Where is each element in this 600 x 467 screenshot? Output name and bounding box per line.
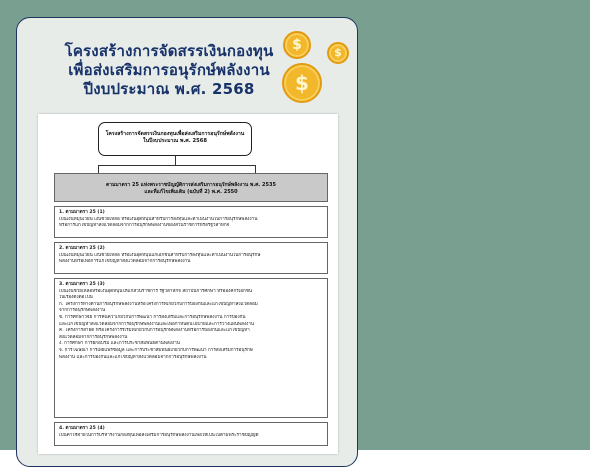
band-line-1: ตามมาตรา 25 แห่งพระราชบัญญัติการส่งเสริมการอนุรักษ์พลังงาน พ.ศ. 2535 [106, 182, 276, 188]
section-line: ค. โครงการสาธิต หรือโครงการริเริ่มที่เกี่ยวกับการอนุรักษ์พลังงานหรือการป้องกันและแก้ไขปัญหา [59, 328, 250, 334]
section-line: จากการอนุรักษ์พลังงาน [59, 308, 106, 314]
section-line: หรือการแก้ไขปัญหาสิ่งแวดล้อมจากการอนุรักษ์พลังงานของส่วนราชการหรือรัฐวิสาหกิจ [59, 223, 230, 229]
section-line: ก. โครงการทางด้านการอนุรักษ์พลังงานหรือโครงการที่เกี่ยวกับการป้องกันและแก้ไขปัญหาสิ่งแวดล้อม [59, 301, 258, 307]
section-heading: 2. ตามมาตรา 25 (2) [59, 246, 105, 251]
connector-line [255, 165, 256, 173]
section-line: พลังงาน และการป้องกันและแก้ไขปัญหาสิ่งแวดล้อมจากการอนุรักษ์พลังงาน [59, 354, 207, 360]
title-line-3: ปีงบประมาณ พ.ศ. 2568 [83, 80, 255, 98]
section-line: จ. การโฆษณา การเผยแพร่ข้อมูล และการประชาสัมพันธ์เกี่ยวกับการพัฒนา การส่งเสริมการอนุรักษ์ [59, 347, 253, 353]
section-line: เป็นเงินช่วยเหลือหรือเงินอุดหนุนให้แก่ส่วนราชการ รัฐวิสาหกิจ สถาบันการศึกษา หรือองค์กรเอกชน [59, 288, 253, 294]
connector-line [98, 165, 99, 173]
law-reference-band [54, 173, 328, 202]
doc-header-line-2: ในปีงบประมาณ พ.ศ. 2568 [143, 138, 207, 144]
section-box-1 [54, 206, 328, 238]
section-line: ข. การศึกษาวิจัย การค้นคว้าเกี่ยวกับการพัฒนา การส่งเสริมและการอนุรักษ์พลังงาน การป้องกัน [59, 314, 246, 320]
coin-icon: $ [327, 42, 349, 64]
section-box-2 [54, 242, 328, 274]
page-title [39, 42, 299, 99]
section-heading: 3. ตามมาตรา 25 (3) [59, 282, 105, 287]
connector-line [98, 165, 256, 166]
section-line: และแก้ไขปัญหาสิ่งแวดล้อมจากการอนุรักษ์พลังงานและเพื่อกำหนดนโยบายและการวางแผนพลังงาน [59, 321, 255, 327]
band-line-2: และที่แก้ไขเพิ่มเติม (ฉบับที่ 2) พ.ศ. 2550 [144, 189, 238, 195]
section-line: เป็นเงินหมุนเวียน เงินช่วยเหลือ หรือเงินอุดหนุนสำหรับการลงทุนและดำเนินงานในการอนุรักษ์พลังงาน [59, 216, 258, 222]
section-line: ในเรื่องดังต่อไปนี้ [59, 295, 93, 301]
infographic-card [16, 17, 358, 467]
coin-icon: $ [282, 63, 322, 103]
section-line: สิ่งแวดล้อมจากการอนุรักษ์พลังงาน [59, 334, 128, 340]
section-box-3 [54, 278, 328, 418]
coin-icon: $ [283, 31, 311, 59]
connector-line [175, 156, 176, 165]
section-heading: 4. ตามมาตรา 25 (4) [59, 426, 105, 431]
section-line: เป็นเงินหมุนเวียน เงินช่วยเหลือ หรือเงินอุดหนุนแก่เอกชนสำหรับการลงทุนและดำเนินงานในการอนุรักษ์ [59, 252, 261, 258]
doc-header-line-1: โครงสร้างการจัดสรรเงินกองทุนเพื่อส่งเสริมการอนุรักษ์พลังงาน [105, 131, 245, 137]
section-box-4 [54, 422, 328, 446]
doc-header-box [98, 122, 252, 156]
section-line: เป็นค่าใช้จ่ายในการบริหารงานกองทุนเพื่อส่งเสริมการอนุรักษ์พลังงานเพื่อให้เป็นไปตามพระราชบัญญัติ [59, 432, 259, 438]
title-line-1: โครงสร้างการจัดสรรเงินกองทุน [64, 42, 274, 60]
title-line-2: เพื่อส่งเสริมการอนุรักษ์พลังงาน [68, 61, 270, 79]
section-heading: 1. ตามมาตรา 25 (1) [59, 210, 105, 215]
section-line: พลังงานหรือเพื่อการแก้ไขปัญหาสิ่งแวดล้อมจากการอนุรักษ์พลังงาน [59, 259, 191, 265]
document-image [38, 114, 338, 454]
section-line: ง. การศึกษา การฝึกอบรม และการประชาสัมพันธ์ด้านพลังงาน [59, 341, 180, 347]
